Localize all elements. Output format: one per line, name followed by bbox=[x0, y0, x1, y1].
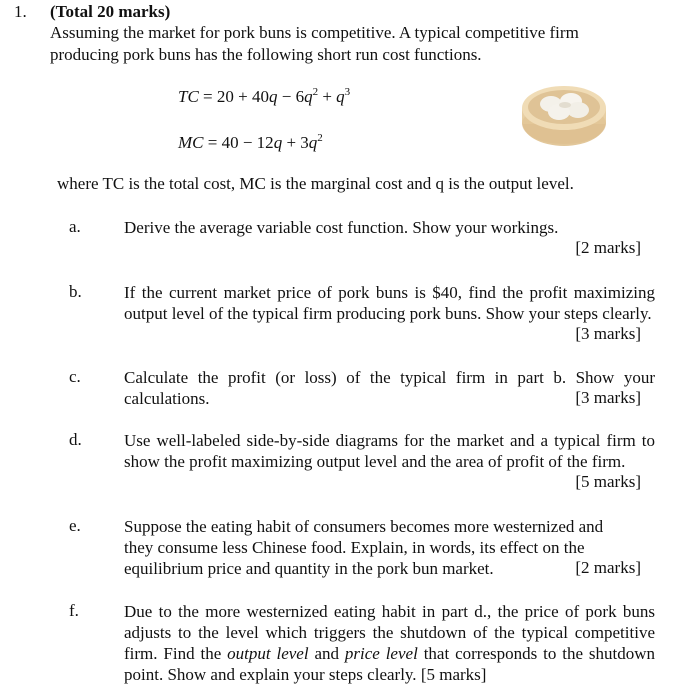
definitions-text: where TC is the total cost, MC is the marginal cost and q is the output level. bbox=[57, 174, 574, 193]
question-intro: Assuming the market for pork buns is competitive. A typical competitive firm producing pork buns has the following short run cost functions. bbox=[50, 23, 579, 64]
part-marks: [2 marks] bbox=[575, 558, 641, 577]
marginal-cost-equation: MC = $40 - 12q + 3q^2$ bbox=[178, 132, 323, 152]
part-label: f. bbox=[69, 601, 79, 620]
part-a bbox=[0, 217, 684, 257]
part-marks: [5 marks] bbox=[420, 665, 487, 684]
part-e bbox=[0, 516, 684, 580]
part-marks: [5 marks] bbox=[575, 472, 641, 491]
part-label: a. bbox=[69, 217, 81, 236]
part-text: Use well-labeled side-by-side diagrams for the market and a typical firm to show the profit maximizing output level and the area of profit of the firm. bbox=[124, 431, 655, 471]
part-text: Suppose the eating habit of consumers becomes more westernized and they consume less Chinese food. Explain, in words, its effect on the equilibrium price and quantity in the pork bun market. bbox=[124, 517, 604, 578]
part-text: Due to the more westernized eating habit in part d., the price of pork buns adjusts to the level which triggers the shutdown of the typical competitive firm. Find the output level and price level that corresponds to the shutdown point. Show and explain your steps clearly. [5 marks] bbox=[124, 602, 655, 684]
part-text: Calculate the profit (or loss) of the typical firm in part b. Show your calculations. bbox=[124, 368, 655, 408]
part-label: e. bbox=[69, 516, 81, 535]
part-label: d. bbox=[69, 430, 82, 449]
part-marks: [3 marks] bbox=[575, 388, 641, 407]
pork-bun-steamer-icon bbox=[521, 78, 607, 148]
part-marks: [3 marks] bbox=[575, 324, 641, 343]
part-label: c. bbox=[69, 367, 81, 386]
part-text: If the current market price of pork buns is $40, find the profit maximizing output level of the typical firm producing pork buns. Show your steps clearly. bbox=[124, 283, 655, 323]
part-d bbox=[0, 430, 684, 494]
question-title: (Total 20 marks) bbox=[50, 2, 171, 21]
question-number: 1. bbox=[14, 2, 27, 21]
part-c bbox=[0, 367, 684, 409]
part-b bbox=[0, 282, 684, 346]
part-label: b. bbox=[69, 282, 82, 301]
total-cost-equation: TC = $20 + 40q - 6q^2 + q^3$ bbox=[178, 86, 351, 106]
part-f bbox=[0, 601, 684, 687]
part-text: Derive the average variable cost function. Show your workings. bbox=[124, 218, 559, 237]
part-marks: [2 marks] bbox=[575, 238, 641, 257]
